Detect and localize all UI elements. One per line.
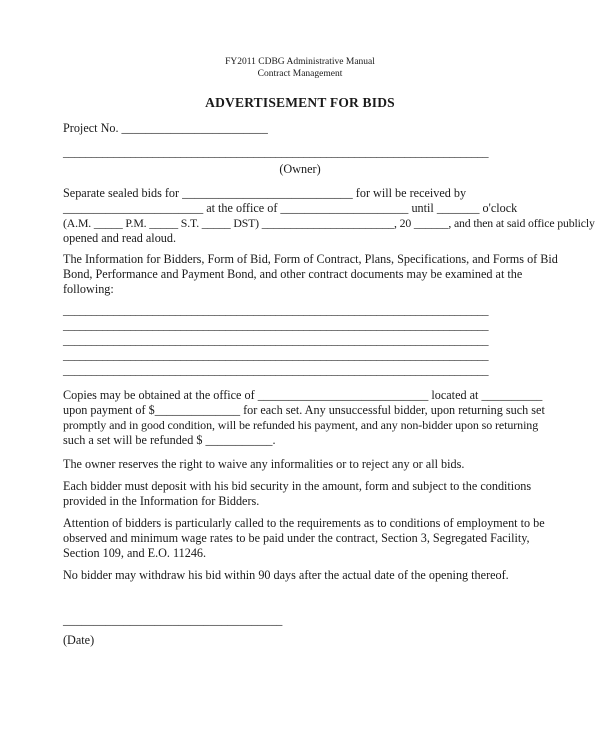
examination-blank-line: ____________________________________________________________________________ [63,364,489,377]
date-label: (Date) [63,633,95,647]
examination-blank-line: ____________________________________________________________________________ [63,334,489,347]
deposit-paragraph-line-2: provided in the Information for Bidders. [63,494,260,508]
examination-blank-line: ____________________________________________________________________________ [63,319,489,332]
withdraw-paragraph: No bidder may withdraw his bid within 90 days after the actual date of the opening thereof. [63,568,509,582]
bids-paragraph-line-1: Separate sealed bids for ____________________________ for will be received by [63,186,467,200]
bids-paragraph-line-3: (A.M. _____ P.M. _____ S.T. _____ DST) _______________________, 20 ______, and then at said office publicly [63,216,595,230]
bids-paragraph-line-4: opened and read aloud. [63,231,177,245]
info-paragraph-line-1: The Information for Bidders, Form of Bid, Form of Contract, Plans, Specifications, and Forms of Bid [63,252,558,266]
attention-paragraph-line-1: Attention of bidders is particularly called to the requirements as to conditions of employment to be [63,516,545,530]
header-section-title: Contract Management [257,69,343,79]
info-paragraph-line-3: following: [63,282,114,296]
bids-paragraph-line-2: _______________________ at the office of _____________________ until _______ o'clock [63,201,518,215]
copies-paragraph-line-2: upon payment of $______________ for each set. Any unsuccessful bidder, upon returning such set [63,403,545,417]
attention-paragraph-line-3: Section 109, and E.O. 11246. [63,546,207,560]
date-blank-line: ____________________________________ [63,613,283,627]
owner-label: (Owner) [279,162,321,176]
deposit-paragraph-line-1: Each bidder must deposit with his bid security in the amount, form and subject to the conditions [63,479,532,493]
waive-paragraph: The owner reserves the right to waive any informalities or to reject any or all bids. [63,457,465,471]
attention-paragraph-line-2: observed and minimum wage rates to be paid under the contract, Section 3, Segregated Facility, [63,531,530,545]
copies-paragraph-line-1: Copies may be obtained at the office of ____________________________ located at __________ [63,388,543,402]
copies-paragraph-line-4: such a set will be refunded $ ___________. [63,433,276,447]
examination-blank-line: ____________________________________________________________________________ [63,349,489,362]
owner-blank-line: ____________________________________________________________________________ [63,146,489,159]
header-manual-title: FY2011 CDBG Administrative Manual [225,57,375,67]
document-title: ADVERTISEMENT FOR BIDS [205,95,395,110]
copies-paragraph-line-3: promptly and in good condition, will be refunded his payment, and any non-bidder upon so returning [63,418,539,432]
examination-blank-line: ____________________________________________________________________________ [63,304,489,317]
info-paragraph-line-2: Bond, Performance and Payment Bond, and other contract documents may be examined at the [63,267,523,281]
project-number-line: Project No. ________________________ [63,121,268,135]
